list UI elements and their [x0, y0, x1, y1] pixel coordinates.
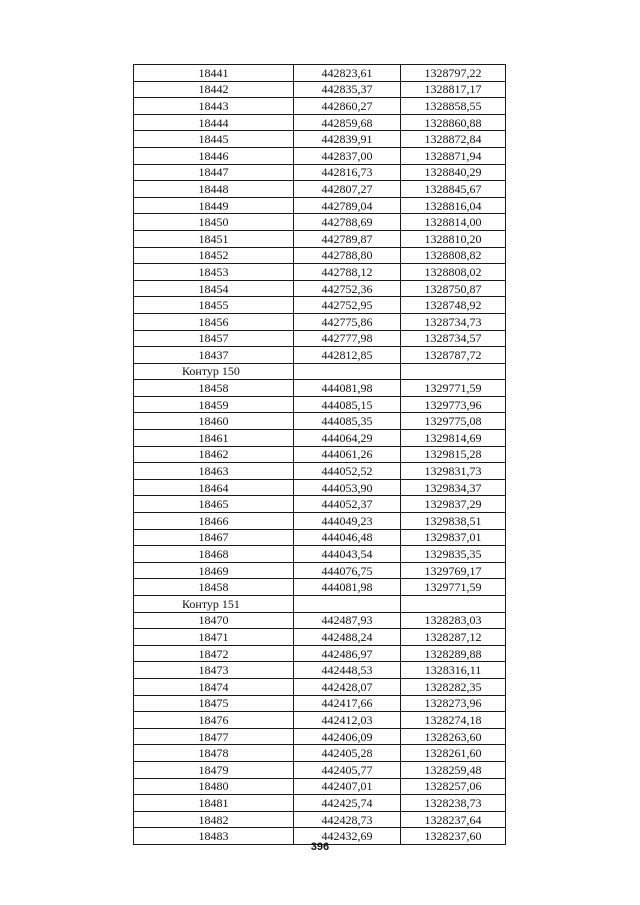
x-coordinate-cell: 442405,77 — [294, 761, 401, 778]
y-coordinate-cell: 1328810,20 — [401, 230, 506, 247]
x-coordinate-cell: 444046,48 — [294, 529, 401, 546]
point-id-cell: 18456 — [134, 313, 294, 330]
y-coordinate-cell: 1328257,06 — [401, 778, 506, 795]
point-id-cell: 18478 — [134, 745, 294, 762]
y-coordinate-cell: 1329838,51 — [401, 513, 506, 530]
table-row — [134, 396, 506, 413]
y-coordinate-cell: 1328814,00 — [401, 214, 506, 231]
y-coordinate-cell: 1328840,29 — [401, 164, 506, 181]
point-id-cell: 18469 — [134, 562, 294, 579]
table-row — [134, 662, 506, 679]
x-coordinate-cell: 442788,80 — [294, 247, 401, 264]
point-id-cell: 18459 — [134, 396, 294, 413]
table-row — [134, 678, 506, 695]
y-coordinate-cell: 1328872,84 — [401, 131, 506, 148]
point-id-cell: 18464 — [134, 479, 294, 496]
y-coordinate-cell: 1328289,88 — [401, 645, 506, 662]
point-id-cell: 18476 — [134, 712, 294, 729]
x-coordinate-cell: 444085,15 — [294, 396, 401, 413]
table-row — [134, 546, 506, 563]
y-coordinate-cell: 1328734,57 — [401, 330, 506, 347]
point-id-cell: 18483 — [134, 828, 294, 845]
x-coordinate-cell: 442752,95 — [294, 297, 401, 314]
contour-label: Контур 150 — [134, 363, 294, 380]
table-row — [134, 147, 506, 164]
x-coordinate-cell: 442835,37 — [294, 81, 401, 98]
y-coordinate-cell: 1329831,73 — [401, 463, 506, 480]
table-row — [134, 463, 506, 480]
point-id-cell: 18458 — [134, 380, 294, 397]
y-coordinate-cell: 1328283,03 — [401, 612, 506, 629]
x-coordinate-cell: 444053,90 — [294, 479, 401, 496]
point-id-cell: 18454 — [134, 280, 294, 297]
point-id-cell: 18444 — [134, 114, 294, 131]
point-id-cell: 18453 — [134, 264, 294, 281]
point-id-cell: 18473 — [134, 662, 294, 679]
y-coordinate-cell: 1328808,02 — [401, 264, 506, 281]
point-id-cell: 18482 — [134, 811, 294, 828]
x-coordinate-cell: 442487,93 — [294, 612, 401, 629]
point-id-cell: 18446 — [134, 147, 294, 164]
x-coordinate-cell: 442412,03 — [294, 712, 401, 729]
point-id-cell: 18480 — [134, 778, 294, 795]
table-row — [134, 778, 506, 795]
point-id-cell: 18467 — [134, 529, 294, 546]
point-id-cell: 18460 — [134, 413, 294, 430]
table-row — [134, 529, 506, 546]
y-coordinate-cell: 1328316,11 — [401, 662, 506, 679]
y-coordinate-cell: 1329815,28 — [401, 446, 506, 463]
table-row — [134, 81, 506, 98]
point-id-cell: 18451 — [134, 230, 294, 247]
x-coordinate-cell: 442488,24 — [294, 629, 401, 646]
y-coordinate-cell: 1328808,82 — [401, 247, 506, 264]
y-coordinate-cell: 1328734,73 — [401, 313, 506, 330]
x-coordinate-cell: 444076,75 — [294, 562, 401, 579]
y-coordinate-cell: 1328261,60 — [401, 745, 506, 762]
point-id-cell: 18457 — [134, 330, 294, 347]
y-coordinate-cell: 1328238,73 — [401, 795, 506, 812]
y-coordinate-cell: 1328787,72 — [401, 347, 506, 364]
point-id-cell: 18449 — [134, 197, 294, 214]
point-id-cell: 18466 — [134, 513, 294, 530]
table-row — [134, 645, 506, 662]
point-id-cell: 18442 — [134, 81, 294, 98]
x-coordinate-cell: 442807,27 — [294, 181, 401, 198]
x-coordinate-cell: 442789,87 — [294, 230, 401, 247]
y-coordinate-cell: 1329837,29 — [401, 496, 506, 513]
point-id-cell: 18445 — [134, 131, 294, 148]
coordinates-table-body — [134, 65, 506, 845]
table-row — [134, 347, 506, 364]
x-coordinate-cell: 442428,07 — [294, 678, 401, 695]
y-coordinate-cell: 1329835,35 — [401, 546, 506, 563]
y-coordinate-cell: 1328237,60 — [401, 828, 506, 845]
table-row — [134, 214, 506, 231]
y-coordinate-cell: 1328259,48 — [401, 761, 506, 778]
x-coordinate-cell: 442406,09 — [294, 728, 401, 745]
y-coordinate-cell: 1328237,64 — [401, 811, 506, 828]
contour-header-row — [134, 363, 506, 380]
table-row — [134, 313, 506, 330]
x-coordinate-cell: 444052,37 — [294, 496, 401, 513]
coordinates-table — [133, 64, 506, 845]
x-coordinate-cell: 442428,73 — [294, 811, 401, 828]
y-coordinate-cell: 1329834,37 — [401, 479, 506, 496]
table-row — [134, 114, 506, 131]
table-row — [134, 562, 506, 579]
table-row — [134, 297, 506, 314]
page-number: 396 — [310, 841, 330, 853]
table-row — [134, 131, 506, 148]
table-row — [134, 513, 506, 530]
x-coordinate-cell: 444064,29 — [294, 430, 401, 447]
point-id-cell: 18455 — [134, 297, 294, 314]
x-coordinate-cell: 442448,53 — [294, 662, 401, 679]
x-coordinate-cell: 442407,01 — [294, 778, 401, 795]
x-coordinate-cell: 442405,28 — [294, 745, 401, 762]
table-row — [134, 430, 506, 447]
empty-cell — [294, 363, 401, 380]
table-row — [134, 330, 506, 347]
x-coordinate-cell: 442752,36 — [294, 280, 401, 297]
x-coordinate-cell: 444049,23 — [294, 513, 401, 530]
point-id-cell: 18474 — [134, 678, 294, 695]
point-id-cell: 18475 — [134, 695, 294, 712]
point-id-cell: 18437 — [134, 347, 294, 364]
point-id-cell: 18443 — [134, 98, 294, 115]
x-coordinate-cell: 442486,97 — [294, 645, 401, 662]
x-coordinate-cell: 444061,26 — [294, 446, 401, 463]
table-row — [134, 745, 506, 762]
x-coordinate-cell: 442812,85 — [294, 347, 401, 364]
y-coordinate-cell: 1328287,12 — [401, 629, 506, 646]
x-coordinate-cell: 442823,61 — [294, 65, 401, 82]
table-row — [134, 795, 506, 812]
table-row — [134, 181, 506, 198]
table-row — [134, 164, 506, 181]
table-row — [134, 695, 506, 712]
y-coordinate-cell: 1329769,17 — [401, 562, 506, 579]
table-row — [134, 811, 506, 828]
x-coordinate-cell: 442788,69 — [294, 214, 401, 231]
point-id-cell: 18461 — [134, 430, 294, 447]
y-coordinate-cell: 1328860,88 — [401, 114, 506, 131]
table-row — [134, 65, 506, 82]
y-coordinate-cell: 1328871,94 — [401, 147, 506, 164]
table-row — [134, 479, 506, 496]
empty-cell — [401, 363, 506, 380]
y-coordinate-cell: 1329771,59 — [401, 380, 506, 397]
point-id-cell: 18452 — [134, 247, 294, 264]
point-id-cell: 18471 — [134, 629, 294, 646]
point-id-cell: 18481 — [134, 795, 294, 812]
point-id-cell: 18472 — [134, 645, 294, 662]
table-row — [134, 197, 506, 214]
y-coordinate-cell: 1328748,92 — [401, 297, 506, 314]
contour-header-row — [134, 596, 506, 613]
x-coordinate-cell: 444052,52 — [294, 463, 401, 480]
table-row — [134, 446, 506, 463]
y-coordinate-cell: 1328274,18 — [401, 712, 506, 729]
table-row — [134, 380, 506, 397]
point-id-cell: 18463 — [134, 463, 294, 480]
empty-cell — [294, 596, 401, 613]
x-coordinate-cell: 444081,98 — [294, 380, 401, 397]
x-coordinate-cell: 444043,54 — [294, 546, 401, 563]
x-coordinate-cell: 442789,04 — [294, 197, 401, 214]
x-coordinate-cell: 442432,69 — [294, 828, 401, 845]
table-row — [134, 612, 506, 629]
table-row — [134, 496, 506, 513]
x-coordinate-cell: 442775,86 — [294, 313, 401, 330]
y-coordinate-cell: 1329773,96 — [401, 396, 506, 413]
x-coordinate-cell: 442777,98 — [294, 330, 401, 347]
table-row — [134, 728, 506, 745]
x-coordinate-cell: 442837,00 — [294, 147, 401, 164]
point-id-cell: 18458 — [134, 579, 294, 596]
point-id-cell: 18450 — [134, 214, 294, 231]
x-coordinate-cell: 442788,12 — [294, 264, 401, 281]
y-coordinate-cell: 1328845,67 — [401, 181, 506, 198]
y-coordinate-cell: 1329771,59 — [401, 579, 506, 596]
table-row — [134, 413, 506, 430]
x-coordinate-cell: 444085,35 — [294, 413, 401, 430]
table-row — [134, 579, 506, 596]
point-id-cell: 18441 — [134, 65, 294, 82]
y-coordinate-cell: 1329837,01 — [401, 529, 506, 546]
point-id-cell: 18448 — [134, 181, 294, 198]
table-row — [134, 230, 506, 247]
y-coordinate-cell: 1329814,69 — [401, 430, 506, 447]
point-id-cell: 18477 — [134, 728, 294, 745]
y-coordinate-cell: 1328750,87 — [401, 280, 506, 297]
table-row — [134, 712, 506, 729]
x-coordinate-cell: 442859,68 — [294, 114, 401, 131]
contour-label: Контур 151 — [134, 596, 294, 613]
point-id-cell: 18479 — [134, 761, 294, 778]
table-row — [134, 629, 506, 646]
point-id-cell: 18468 — [134, 546, 294, 563]
table-row — [134, 280, 506, 297]
y-coordinate-cell: 1328817,17 — [401, 81, 506, 98]
point-id-cell: 18447 — [134, 164, 294, 181]
table-row — [134, 98, 506, 115]
table-row — [134, 247, 506, 264]
x-coordinate-cell: 442839,91 — [294, 131, 401, 148]
x-coordinate-cell: 442425,74 — [294, 795, 401, 812]
y-coordinate-cell: 1329775,08 — [401, 413, 506, 430]
point-id-cell: 18470 — [134, 612, 294, 629]
y-coordinate-cell: 1328282,35 — [401, 678, 506, 695]
table-row — [134, 761, 506, 778]
x-coordinate-cell: 442816,73 — [294, 164, 401, 181]
x-coordinate-cell: 442860,27 — [294, 98, 401, 115]
point-id-cell: 18462 — [134, 446, 294, 463]
table-row — [134, 264, 506, 281]
y-coordinate-cell: 1328263,60 — [401, 728, 506, 745]
y-coordinate-cell: 1328797,22 — [401, 65, 506, 82]
x-coordinate-cell: 442417,66 — [294, 695, 401, 712]
point-id-cell: 18465 — [134, 496, 294, 513]
x-coordinate-cell: 444081,98 — [294, 579, 401, 596]
y-coordinate-cell: 1328816,04 — [401, 197, 506, 214]
y-coordinate-cell: 1328273,96 — [401, 695, 506, 712]
y-coordinate-cell: 1328858,55 — [401, 98, 506, 115]
empty-cell — [401, 596, 506, 613]
